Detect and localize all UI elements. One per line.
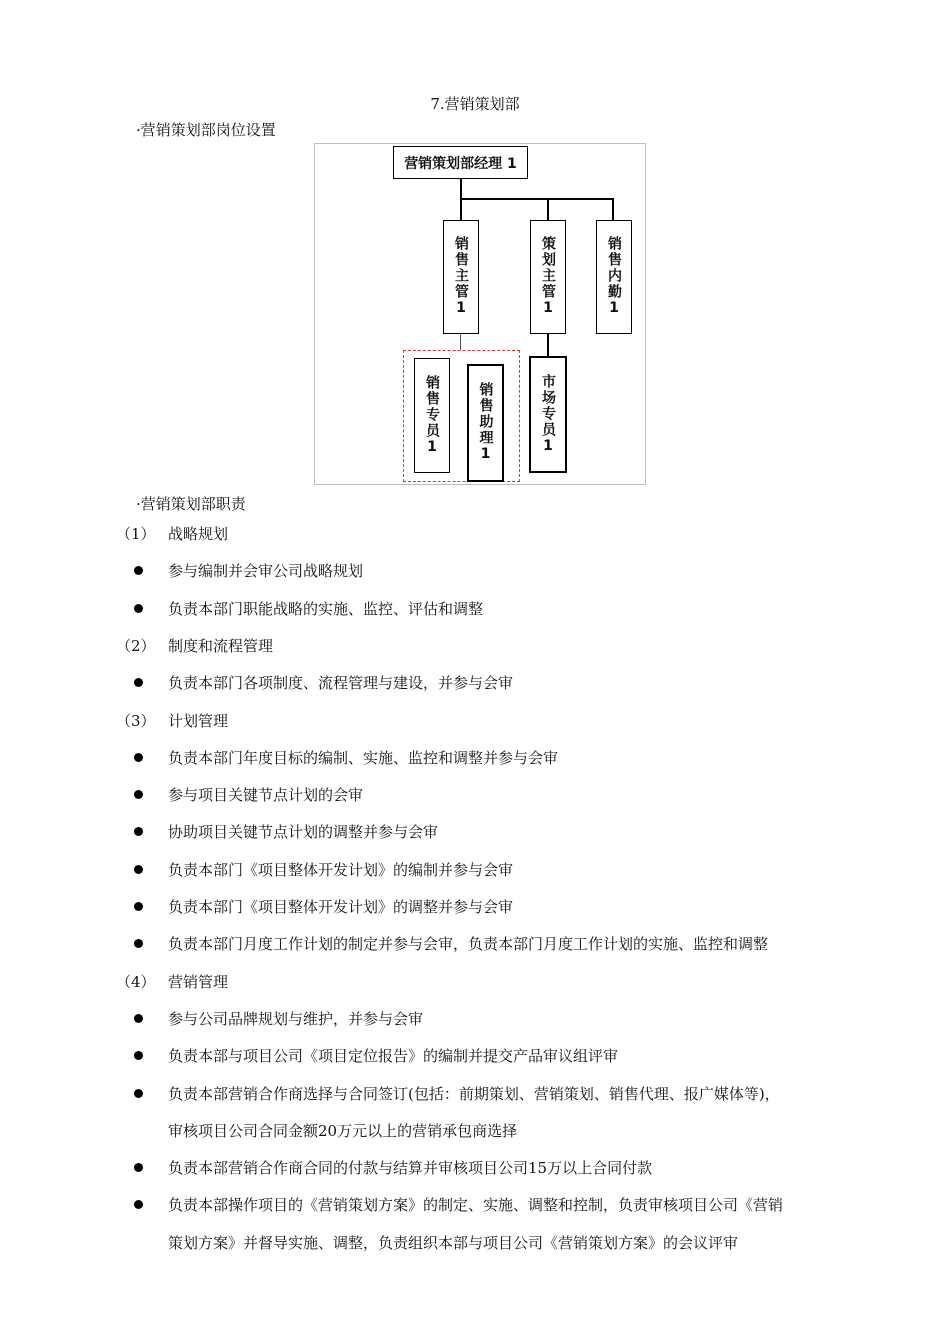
bullet-icon — [134, 1200, 143, 1209]
org-connector — [612, 198, 614, 220]
org-connector — [547, 198, 549, 220]
duty-item: 协助项目关键节点计划的调整并参与会审 — [168, 823, 439, 841]
org-chart — [314, 143, 646, 485]
duty-item: 负责本部门《项目整体开发计划》的编制并参与会审 — [168, 861, 514, 879]
bullet-icon — [134, 678, 143, 687]
duty-item-continuation: 审核项目公司合同金额20万元以上的营销承包商选择 — [168, 1122, 518, 1140]
duty-item: 负责本部门月度工作计划的制定并参与会审，负责本部门月度工作计划的实施、监控和调整 — [168, 935, 769, 953]
duty-heading-number: （1） — [116, 525, 156, 543]
org-node-sales-supervisor: 销售主管1 — [443, 220, 479, 334]
duty-item: 参与项目关键节点计划的会审 — [168, 786, 364, 804]
duty-item: 负责本部营销合作商选择与合同签订(包括：前期策划、营销策划、销售代理、报广媒体等)， — [168, 1085, 780, 1103]
org-node-market-specialist: 市场专员1 — [529, 356, 567, 473]
duty-item: 参与公司品牌规划与维护，并参与会审 — [168, 1010, 424, 1028]
duty-item: 负责本部营销合作商合同的付款与结算并审核项目公司15万以上合同付款 — [168, 1159, 653, 1177]
duty-item: 负责本部门各项制度、流程管理与建设，并参与会审 — [168, 674, 514, 692]
org-connector — [547, 334, 549, 356]
section-heading-positions: ·营销策划部岗位设置 — [136, 121, 276, 139]
bullet-icon — [134, 1051, 143, 1060]
org-node-sales-specialist: 销售专员1 — [414, 358, 450, 473]
org-connector — [460, 198, 613, 200]
duty-item-continuation: 策划方案》并督导实施、调整，负责组织本部与项目公司《营销策划方案》的会议评审 — [168, 1234, 739, 1252]
org-node-sales-assistant: 销售助理1 — [467, 364, 504, 482]
org-connector — [460, 198, 462, 220]
bullet-icon — [134, 902, 143, 911]
duty-item: 负责本部操作项目的《营销策划方案》的制定、实施、调整和控制，负责审核项目公司《营销 — [168, 1196, 784, 1214]
duty-heading: 制度和流程管理 — [168, 637, 274, 655]
duty-heading: 战略规划 — [168, 525, 229, 543]
bullet-icon — [134, 753, 143, 762]
duty-item: 参与编制并会审公司战略规划 — [168, 562, 364, 580]
duty-heading-number: （3） — [116, 712, 156, 730]
bullet-icon — [134, 1089, 143, 1098]
duty-heading-number: （2） — [116, 637, 156, 655]
duty-heading-number: （4） — [116, 973, 156, 991]
org-connector — [460, 334, 461, 350]
bullet-icon — [134, 939, 143, 948]
duty-heading: 营销管理 — [168, 973, 229, 991]
bullet-icon — [134, 566, 143, 575]
bullet-icon — [134, 865, 143, 874]
bullet-icon — [134, 604, 143, 613]
org-node-sales-internal: 销售内勤1 — [596, 220, 632, 334]
section-heading-duties: ·营销策划部职责 — [136, 495, 246, 513]
org-node-manager: 营销策划部经理 1 — [393, 146, 528, 179]
org-node-planning-supervisor: 策划主管1 — [530, 220, 566, 334]
bullet-icon — [134, 790, 143, 799]
duty-item: 负责本部门职能战略的实施、监控、评估和调整 — [168, 600, 484, 618]
org-connector — [460, 179, 462, 199]
duty-item: 负责本部与项目公司《项目定位报告》的编制并提交产品审议组评审 — [168, 1047, 619, 1065]
duty-item: 负责本部门年度目标的编制、实施、监控和调整并参与会审 — [168, 749, 559, 767]
page-title: 7.营销策划部 — [430, 95, 520, 113]
bullet-icon — [134, 1163, 143, 1172]
duty-heading: 计划管理 — [168, 712, 229, 730]
bullet-icon — [134, 827, 143, 836]
bullet-icon — [134, 1014, 143, 1023]
duty-item: 负责本部门《项目整体开发计划》的调整并参与会审 — [168, 898, 514, 916]
